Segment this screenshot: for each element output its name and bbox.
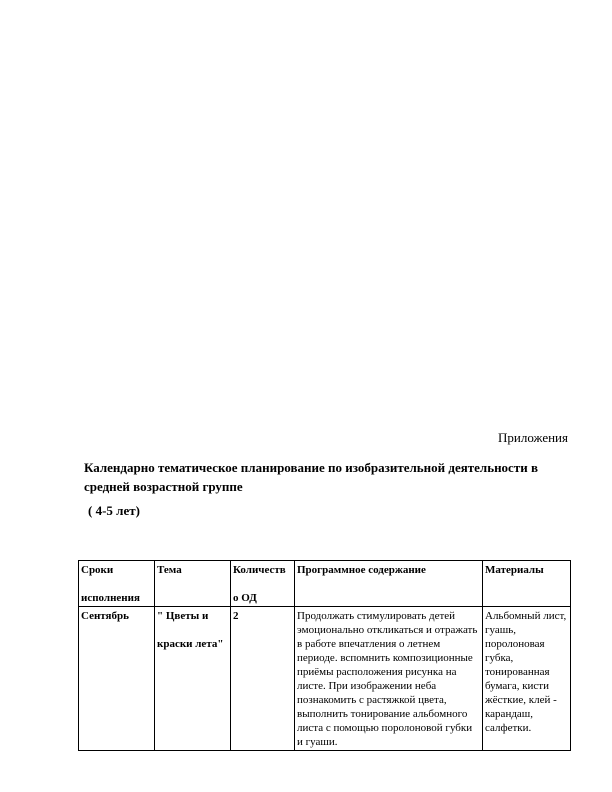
document-title: Календарно тематическое планирование по изобразительной деятельности в средней возрастной группе <box>84 460 538 494</box>
cell-topic-line2: краски лета" <box>157 638 224 650</box>
header-topic <box>155 561 231 607</box>
header-topic-label: Тема <box>157 564 182 576</box>
planning-table <box>78 560 571 751</box>
header-content <box>295 561 483 607</box>
appendix-label: Приложения <box>498 430 568 445</box>
header-term <box>79 561 155 607</box>
cell-term: Сентябрь <box>79 607 155 751</box>
header-content-label: Программное содержание <box>297 564 426 576</box>
table-header-row <box>79 561 571 607</box>
cell-content: Продолжать стимулировать детей эмоционально откликаться и отражать в работе впечатления о летнем периоде. вспомнить композиционные приёмы расположения рисунка на листе. При изображении неба познакомить с растяжкой цвета, выполнить тонирование альбомного листа с помощью поролоновой губки и гуаши. <box>295 607 483 751</box>
cell-count: 2 <box>231 607 295 751</box>
header-materials <box>483 561 571 607</box>
header-count <box>231 561 295 607</box>
header-term-line1: Сроки <box>81 564 114 576</box>
header-materials-label: Материалы <box>485 564 544 576</box>
header-count-line1: Количеств <box>233 564 286 576</box>
cell-topic <box>155 607 231 751</box>
table-row <box>79 607 571 751</box>
header-term-line2: исполнения <box>81 592 140 604</box>
age-group: ( 4-5 лет) <box>88 503 140 518</box>
cell-topic-line1: " Цветы и <box>157 610 209 622</box>
cell-materials: Альбомный лист, гуашь, поролоновая губка, тонированная бумага, кисти жёсткие, клей - карандаш, салфетки. <box>483 607 571 751</box>
header-count-line2: о ОД <box>233 592 257 604</box>
